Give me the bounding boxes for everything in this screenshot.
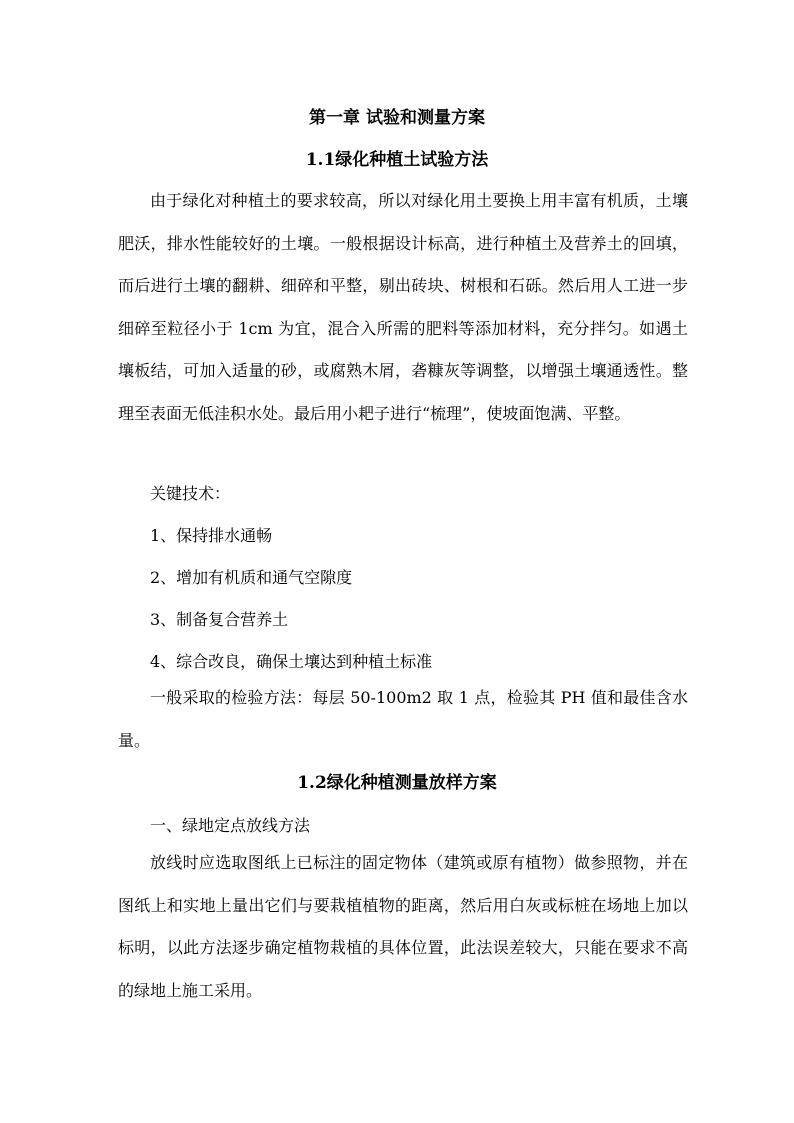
section-title-1-2: 1.2绿化种植测量放样方案	[297, 773, 497, 793]
section-title-1-1: 1.1绿化种植土试验方法	[305, 150, 489, 170]
key-tech-label: 关键技术：	[150, 484, 231, 503]
key-tech-item: 3、制备复合营养土	[150, 610, 289, 629]
section-2-paragraph: 放线时应选取图纸上已标注的固定物体（建筑或原有植物）做参照物，并在图纸上和实地上量出它们与要栽植植物的距离，然后用白灰或标桩在场地上加以标明，以此方法逐步确定植物栽植的具体位置，此法误差较大，只能在要求不高的绿地上施工采用。	[118, 853, 688, 1000]
section-1-paragraph: 由于绿化对种植土的要求较高，所以对绿化用土要换上用丰富有机质，土壤肥沃，排水性能较好的土壤。一般根据设计标高，进行种植土及营养土的回填，而后进行土壤的翻耕、细碎和平整，剔出砖块、树根和石砾。然后用人工进一步细碎至粒径小于 1cm 为宜，混合入所需的肥料等添加材料，充分拌匀。如遇土壤板结，可加入适量的砂，或腐熟木屑，砻糠灰等调整，以增强土壤通透性。整理至表面无低洼积水处。最后用小耙子进行“梳理”，使坡面饱满、平整。	[118, 191, 688, 423]
section-2-subheading: 一、绿地定点放线方法	[150, 816, 311, 835]
inspection-method: 一般采取的检验方法：每层 50-100m2 取 1 点，检验其 PH 值和最佳含水量。	[118, 688, 688, 750]
key-tech-item: 1、保持排水通畅	[150, 526, 273, 545]
key-tech-item: 4、综合改良，确保土壤达到种植土标准	[150, 652, 433, 671]
key-tech-item: 2、增加有机质和通气空隙度	[150, 568, 353, 587]
chapter-title: 第一章 试验和测量方案	[309, 108, 485, 128]
